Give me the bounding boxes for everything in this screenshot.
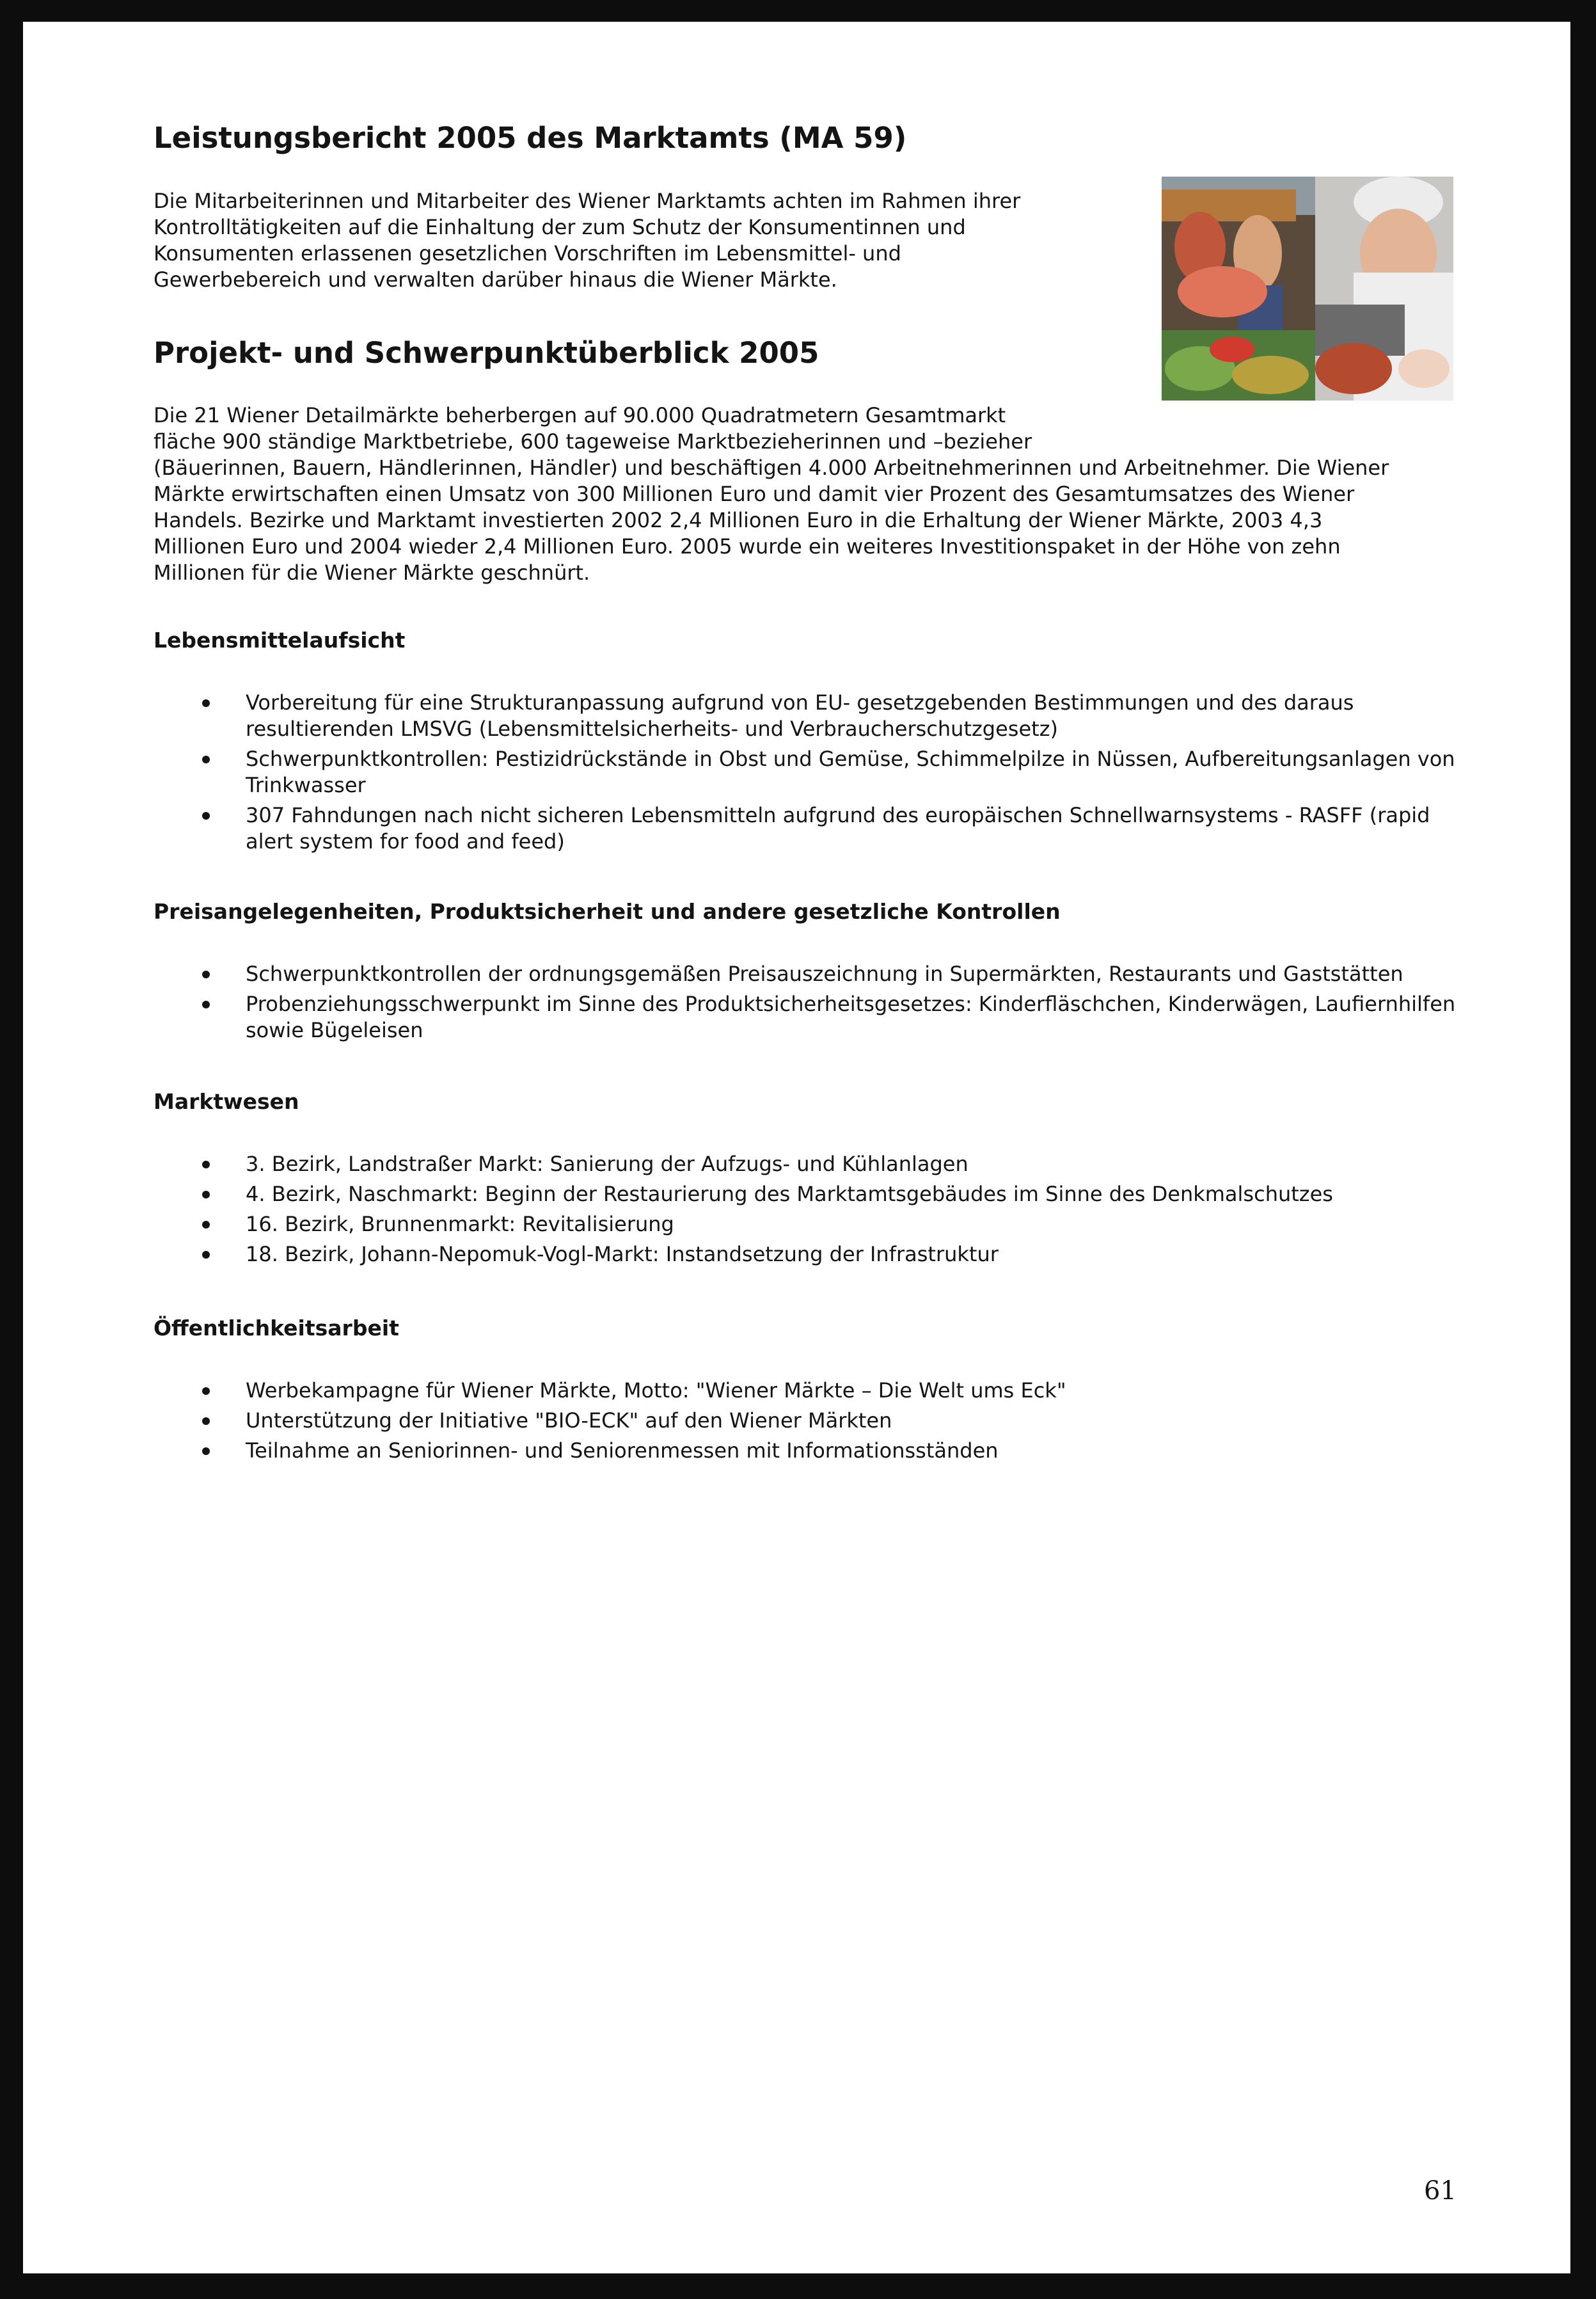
overview-paragraph [154, 402, 1497, 586]
bullet-list-preisangelegenheiten [154, 961, 1458, 1047]
intro-paragraph [154, 188, 1126, 293]
intro-line: Konsumenten erlassenen gesetzlichen Vorschriften im Lebensmittel- und [154, 241, 901, 266]
bullet-list-marktwesen [154, 1151, 1458, 1271]
overview-line: Millionen Euro und 2004 wieder 2,4 Millionen Euro. 2005 wurde ein weiteres Investitionspaket in der Höhe von zehn [154, 534, 1341, 559]
intro-line: Kontrolltätigkeiten auf die Einhaltung der zum Schutz der Konsumentinnen und [154, 215, 966, 239]
list-item: 18. Bezirk, Johann-Nepomuk-Vogl-Markt: Instandsetzung der Infrastruktur [154, 1241, 1458, 1268]
section-title: Projekt- und Schwerpunktüberblick 2005 [154, 336, 819, 370]
overview-line: Die 21 Wiener Detailmärkte beherbergen auf 90.000 Quadratmetern Gesamtmarkt [154, 403, 1006, 427]
list-item: Schwerpunktkontrollen der ordnungsgemäßen Preisauszeichnung in Supermärkten, Restaurants und Gaststätten [154, 961, 1458, 987]
page-title: Leistungsbericht 2005 des Marktamts (MA 59) [154, 121, 907, 155]
market-photo [1162, 177, 1453, 401]
list-item: 16. Bezirk, Brunnenmarkt: Revitalisierung [154, 1211, 1458, 1237]
list-item: Schwerpunktkontrollen: Pestizidrückstände in Obst und Gemüse, Schimmelpilze in Nüssen, Aufbereitungsanlagen von Trinkwasser [154, 746, 1458, 799]
list-item: 307 Fahndungen nach nicht sicheren Lebensmitteln aufgrund des europäischen Schnellwarnsystems - RASFF (rapid alert system for food and feed) [154, 802, 1458, 855]
list-item: 3. Bezirk, Landstraßer Markt: Sanierung der Aufzugs- und Kühlanlagen [154, 1151, 1458, 1177]
overview-line: (Bäuerinnen, Bauern, Händlerinnen, Händler) und beschäftigen 4.000 Arbeitnehmerinnen und Arbeitnehmer. Die Wiener [154, 456, 1389, 480]
intro-line: Die Mitarbeiterinnen und Mitarbeiter des Wiener Marktamts achten im Rahmen ihrer [154, 189, 1021, 213]
list-item: 4. Bezirk, Naschmarkt: Beginn der Restaurierung des Marktamtsgebäudes im Sinne des Denkmalschutzes [154, 1181, 1458, 1207]
page-number: 61 [1424, 2176, 1457, 2206]
bullet-list-lebensmittelaufsicht [154, 690, 1458, 859]
overview-line: Märkte erwirtschaften einen Umsatz von 300 Millionen Euro und damit vier Prozent des Gesamtumsatzes des Wiener [154, 482, 1355, 506]
intro-line: Gewerbebereich und verwalten darüber hinaus die Wiener Märkte. [154, 267, 837, 292]
list-item: Unterstützung der Initiative "BIO-ECK" auf den Wiener Märkten [154, 1408, 1458, 1434]
list-item: Teilnahme an Seniorinnen- und Seniorenmessen mit Informationsständen [154, 1438, 1458, 1464]
list-item: Vorbereitung für eine Strukturanpassung aufgrund von EU- gesetzgebenden Bestimmungen und des daraus resultierenden LMSVG (Lebensmittelsicherheits- und Verbraucherschutzgesetz) [154, 690, 1458, 742]
subheading-marktwesen: Marktwesen [154, 1089, 299, 1114]
document-page [23, 22, 1570, 2273]
subheading-lebensmittelaufsicht: Lebensmittelaufsicht [154, 628, 406, 653]
subheading-preisangelegenheiten: Preisangelegenheiten, Produktsicherheit und andere gesetzliche Kontrollen [154, 899, 1061, 924]
overview-line: Handels. Bezirke und Marktamt investierten 2002 2,4 Millionen Euro in die Erhaltung der Wiener Märkte, 2003 4,3 [154, 508, 1323, 532]
bullet-list-oeffentlichkeitsarbeit [154, 1378, 1458, 1468]
list-item: Probenziehungsschwerpunkt im Sinne des Produktsicherheitsgesetzes: Kinderfläschchen, Kinderwägen, Laufiernhilfen sowie Bügeleisen [154, 991, 1458, 1044]
subheading-oeffentlichkeitsarbeit: Öffentlichkeitsarbeit [154, 1316, 399, 1340]
list-item: Werbekampagne für Wiener Märkte, Motto: "Wiener Märkte – Die Welt ums Eck" [154, 1378, 1458, 1404]
overview-line: fläche 900 ständige Marktbetriebe, 600 tageweise Marktbezieherinnen und –bezieher [154, 429, 1032, 454]
overview-line: Millionen für die Wiener Märkte geschnürt. [154, 561, 590, 585]
